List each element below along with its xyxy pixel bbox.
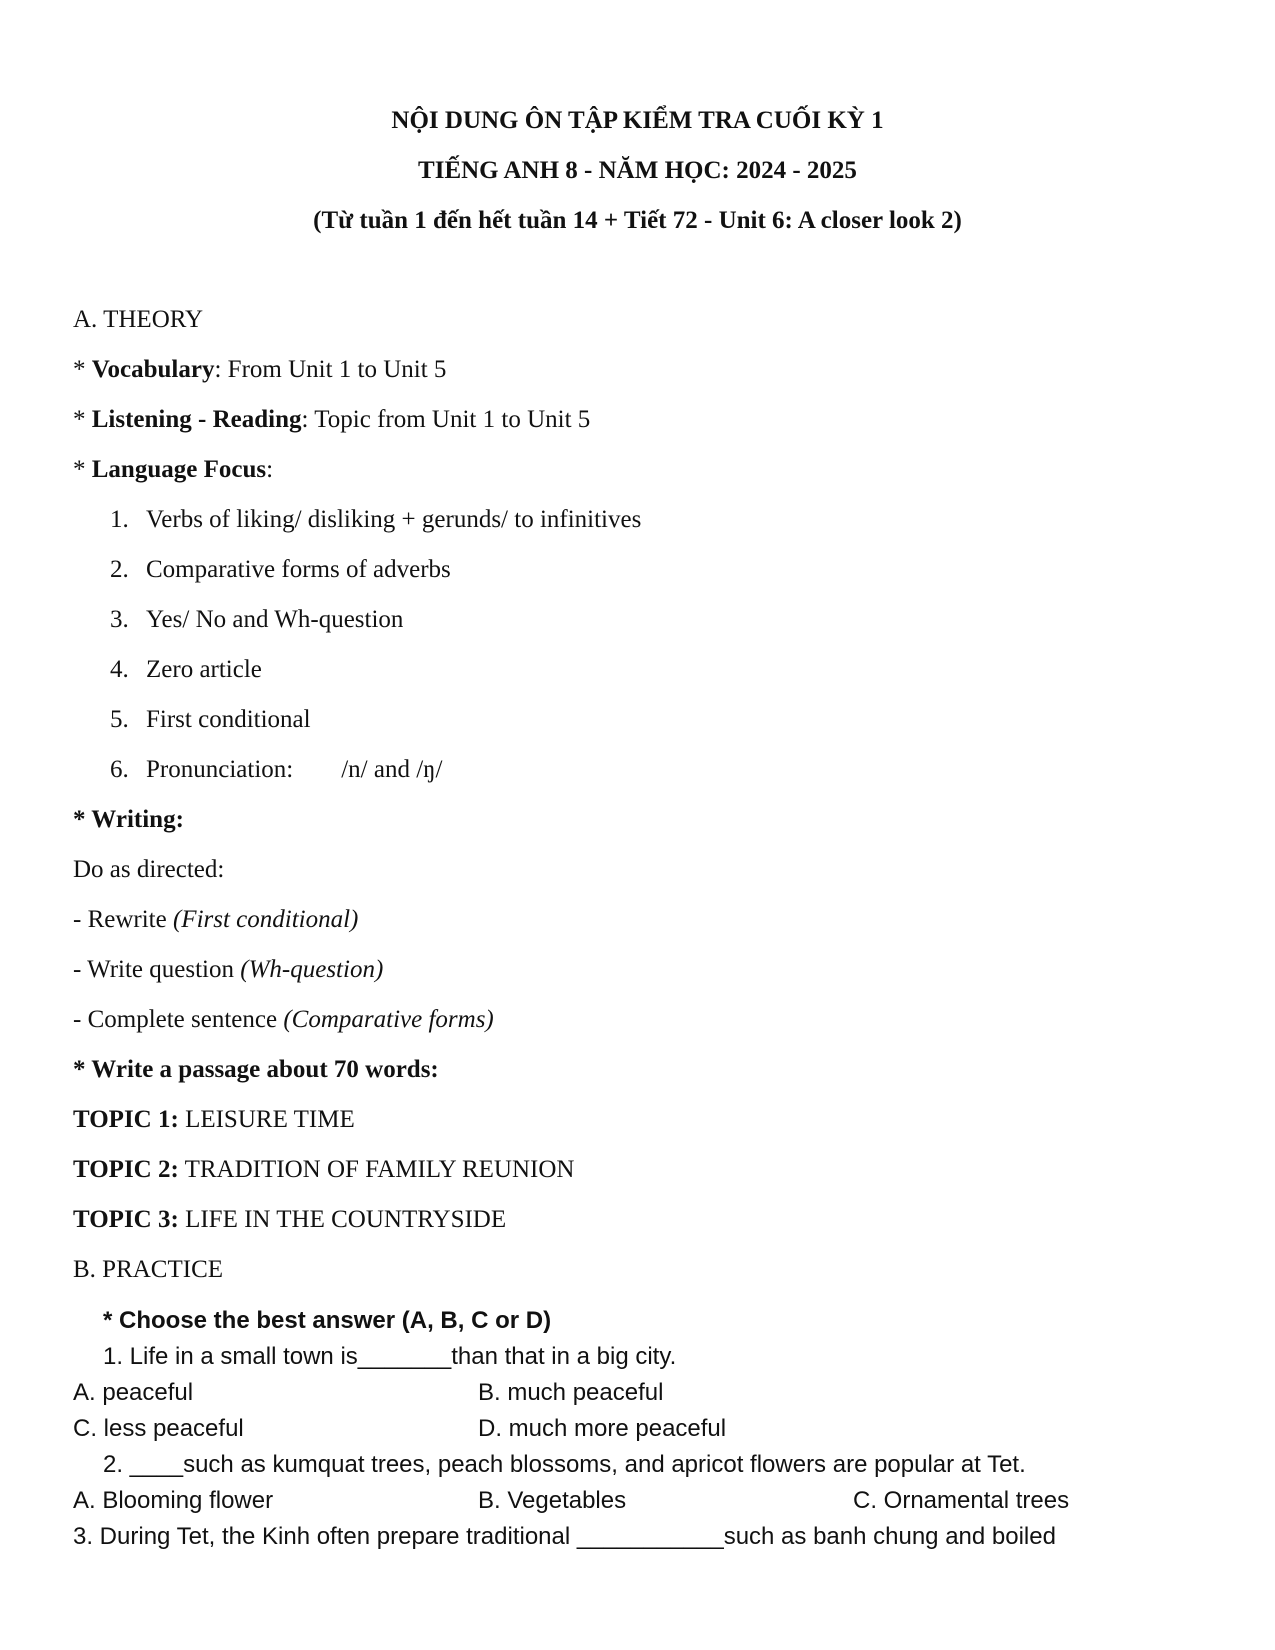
writing-task — [73, 945, 1223, 995]
listening-text: : Topic from Unit 1 to Unit 5 — [301, 406, 591, 433]
vocabulary-label: Vocabulary — [91, 356, 215, 383]
bullet-star: * — [73, 406, 92, 433]
focus-item-number: 1. — [110, 506, 129, 533]
topic-label: TOPIC 2: — [73, 1156, 179, 1183]
option-d: D. much more peaceful — [478, 1415, 727, 1442]
focus-item-number: 4. — [110, 656, 129, 683]
language-focus-line — [73, 445, 1223, 495]
option-a: A. Blooming flower — [73, 1487, 274, 1514]
focus-item — [73, 595, 1223, 645]
focus-item-text: Yes/ No and Wh-question — [146, 606, 404, 633]
listening-line — [73, 395, 1223, 445]
do-as-directed: Do as directed: — [73, 856, 225, 883]
focus-item-text: First conditional — [146, 706, 311, 733]
practice-instruction: * Choose the best answer (A, B, C or D) — [103, 1307, 552, 1334]
focus-item — [73, 745, 1223, 795]
vocabulary-line — [73, 345, 1223, 395]
focus-item-text: Verbs of liking/ disliking + gerunds/ to infinitives — [146, 506, 642, 533]
topic-label: TOPIC 3: — [73, 1206, 179, 1233]
vocabulary-text: : From Unit 1 to Unit 5 — [214, 356, 447, 383]
pronunciation-sounds: /n/ and /ŋ/ — [341, 756, 443, 783]
question-2-options — [73, 1483, 1233, 1519]
task-note: (Wh-question) — [240, 956, 384, 983]
language-focus-label: Language Focus — [91, 456, 267, 483]
option-c: C. Ornamental trees — [853, 1487, 1070, 1514]
topic-text: TRADITION OF FAMILY REUNION — [178, 1156, 575, 1183]
practice-section — [73, 1303, 1233, 1555]
focus-item-text: Pronunciation: — [146, 756, 294, 783]
focus-item-text: Comparative forms of adverbs — [146, 556, 451, 583]
document-header — [0, 96, 1275, 246]
title-line-2: TIẾNG ANH 8 - NĂM HỌC: 2024 - 2025 — [418, 157, 857, 184]
task-text: - Write question — [73, 956, 241, 983]
writing-task — [73, 995, 1223, 1045]
focus-item — [73, 495, 1223, 545]
focus-item — [73, 545, 1223, 595]
task-text: - Complete sentence — [73, 1006, 284, 1033]
question-1-options-row-1 — [73, 1375, 1233, 1411]
bullet-star: * — [73, 456, 92, 483]
passage-label: * Write a passage about 70 words: — [73, 1056, 439, 1083]
option-a: A. peaceful — [73, 1379, 194, 1406]
topic-text: LEISURE TIME — [178, 1106, 355, 1133]
question-1-stem: 1. Life in a small town is_______than that in a big city. — [103, 1343, 677, 1370]
topic-text: LIFE IN THE COUNTRYSIDE — [178, 1206, 507, 1233]
title-line-3: (Từ tuần 1 đến hết tuần 14 + Tiết 72 - Unit 6: A closer look 2) — [313, 207, 962, 234]
topic-line — [73, 1095, 1223, 1145]
option-b: B. much peaceful — [478, 1379, 664, 1406]
task-note: (First conditional) — [172, 906, 359, 933]
focus-item-number: 6. — [110, 756, 129, 783]
task-note: (Comparative forms) — [283, 1006, 494, 1033]
practice-heading: B. PRACTICE — [73, 1256, 224, 1283]
title-line-1: NỘI DUNG ÔN TẬP KIỂM TRA CUỐI KỲ 1 — [391, 107, 884, 134]
question-3-stem: 3. During Tet, the Kinh often prepare traditional ___________such as banh chung and boiled — [73, 1523, 1056, 1550]
theory-heading: A. THEORY — [73, 306, 204, 333]
focus-item-number: 3. — [110, 606, 129, 633]
writing-task — [73, 895, 1223, 945]
focus-item-number: 5. — [110, 706, 129, 733]
bullet-star: * — [73, 356, 92, 383]
listening-label: Listening - Reading — [91, 406, 302, 433]
topic-label: TOPIC 1: — [73, 1106, 179, 1133]
focus-item — [73, 645, 1223, 695]
focus-item-text: Zero article — [146, 656, 262, 683]
topic-line — [73, 1145, 1223, 1195]
task-text: - Rewrite — [73, 906, 173, 933]
question-2-stem: 2. ____such as kumquat trees, peach blossoms, and apricot flowers are popular at Tet. — [103, 1451, 1026, 1478]
writing-label: * Writing: — [73, 806, 184, 833]
question-1-options-row-2 — [73, 1411, 1233, 1447]
focus-item — [73, 695, 1223, 745]
topic-line — [73, 1195, 1223, 1245]
option-c: C. less peaceful — [73, 1415, 244, 1442]
focus-item-number: 2. — [110, 556, 129, 583]
option-b: B. Vegetables — [478, 1487, 627, 1514]
language-focus-colon: : — [266, 456, 274, 483]
theory-section — [73, 295, 1223, 1295]
